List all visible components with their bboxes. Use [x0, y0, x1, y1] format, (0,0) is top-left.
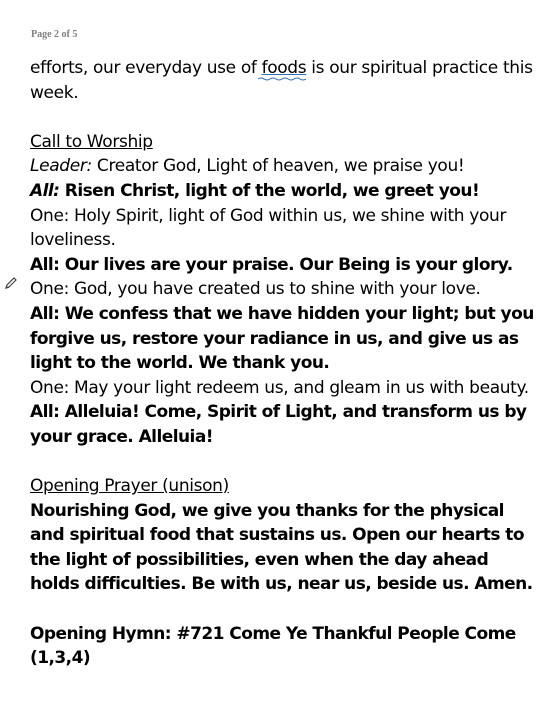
speaker-label: Leader:	[30, 156, 92, 177]
intro-pre: efforts, our everyday use of	[30, 58, 262, 78]
call-to-worship-heading: Call to Worship	[30, 131, 153, 152]
opening-prayer-text: Nourishing God, we give you thanks for the physical and spiritual food that sustains us. Open our hearts to the light of possibilities, even when the day ahead holds difficulties. Be with us, near us, beside us. Amen.	[30, 500, 533, 595]
call-line-all: All: We confess that we have hidden your light; but you forgive us, restore your radiance in us, and give us as light to the world. We thank you.	[30, 303, 534, 374]
call-line-all	[30, 179, 540, 204]
document-body[interactable]	[30, 56, 540, 671]
foods-link[interactable]: foods	[261, 58, 307, 78]
blank-line	[30, 597, 540, 622]
call-line-all: All: Our lives are your praise. Our Being is your glory.	[30, 254, 513, 275]
blank-line	[30, 450, 540, 475]
opening-prayer-heading: Opening Prayer (unison)	[30, 476, 229, 497]
pen-icon[interactable]	[4, 276, 18, 290]
call-line-one: One: May your light redeem us, and gleam in us with beauty.	[30, 377, 529, 398]
call-line-text: Risen Christ, light of the world, we greet you!	[59, 180, 480, 201]
call-line-all: All: Alleluia! Come, Spirit of Light, and transform us by your grace. Alleluia!	[30, 402, 527, 447]
blank-line	[30, 105, 540, 130]
intro-paragraph	[30, 56, 540, 105]
call-line-text: Creator God, Light of heaven, we praise you!	[91, 156, 465, 177]
call-line-one: One: Holy Spirit, light of God within us, we shine with your loveliness.	[30, 205, 507, 251]
opening-hymn: Opening Hymn: #721 Come Ye Thankful People Come (1,3,4)	[30, 623, 516, 669]
call-line-one: One: God, you have created us to shine with your love.	[30, 279, 481, 300]
speaker-label: All:	[30, 180, 60, 201]
call-line-leader	[30, 154, 540, 179]
intro-post: is our spiritual practice this week.	[30, 58, 533, 103]
page-number-header: Page 2 of 5	[31, 29, 78, 40]
